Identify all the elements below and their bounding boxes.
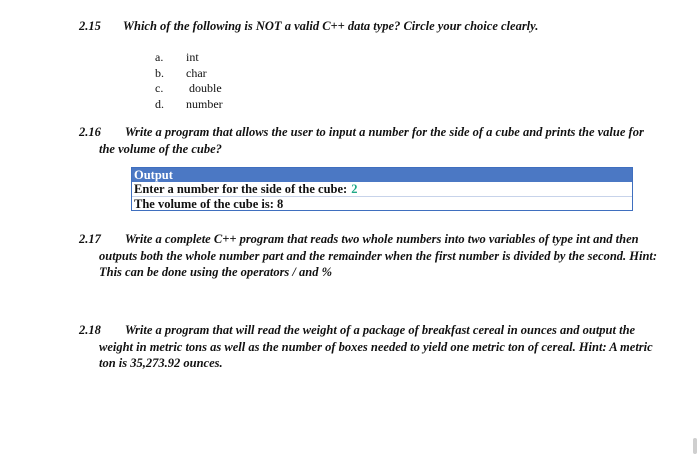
question-text: Write a program that will read the weight of a package of breakfast cereal in ounces and output the weight in metric tons as well as the number of boxes needed to yield one metric ton of cereal. Hint: A metric ton is 35,273.92 ounces. bbox=[99, 323, 653, 370]
question-number: 2.17 bbox=[79, 232, 101, 246]
option-label: char bbox=[186, 65, 207, 80]
question-number: 2.18 bbox=[79, 323, 101, 337]
question-2-15 bbox=[79, 17, 538, 35]
question-text: Write a complete C++ program that reads two whole numbers into two variables of type int and then outputs both the whole number part and the remainder when the first number is divided by the second. Hint: This can be done using the operators / and % bbox=[99, 232, 658, 279]
option-letter: c. bbox=[155, 81, 164, 95]
question-2-17 bbox=[79, 231, 659, 281]
question-number: 2.16 bbox=[79, 125, 101, 139]
question-2-18 bbox=[79, 322, 659, 372]
option-d[interactable] bbox=[155, 97, 223, 113]
option-letter: b. bbox=[155, 65, 164, 80]
option-letter: a. bbox=[155, 50, 164, 64]
option-label: number bbox=[186, 96, 223, 111]
question-text: Write a program that allows the user to input a number for the side of a cube and prints the value for the volume of the cube? bbox=[99, 125, 644, 156]
scrollbar-thumb[interactable] bbox=[693, 438, 697, 454]
output-input-value: 2 bbox=[351, 182, 358, 196]
option-label: double bbox=[189, 81, 222, 95]
option-c[interactable] bbox=[155, 81, 223, 97]
output-header: Output bbox=[132, 168, 632, 182]
sample-output-box bbox=[131, 167, 633, 211]
output-line-result: The volume of the cube is: 8 bbox=[132, 196, 632, 211]
option-b[interactable] bbox=[155, 66, 223, 82]
question-text: Which of the following is NOT a valid C++ data type? Circle your choice clearly. bbox=[122, 19, 539, 33]
output-prompt-text: Enter a number for the side of the cube: bbox=[134, 182, 348, 196]
output-line-prompt bbox=[132, 182, 632, 196]
answer-options bbox=[155, 50, 223, 112]
option-label: int bbox=[186, 50, 199, 64]
question-number: 2.15 bbox=[79, 19, 101, 33]
option-a[interactable] bbox=[155, 50, 223, 66]
question-2-16 bbox=[79, 124, 659, 157]
option-letter: d. bbox=[155, 96, 164, 111]
